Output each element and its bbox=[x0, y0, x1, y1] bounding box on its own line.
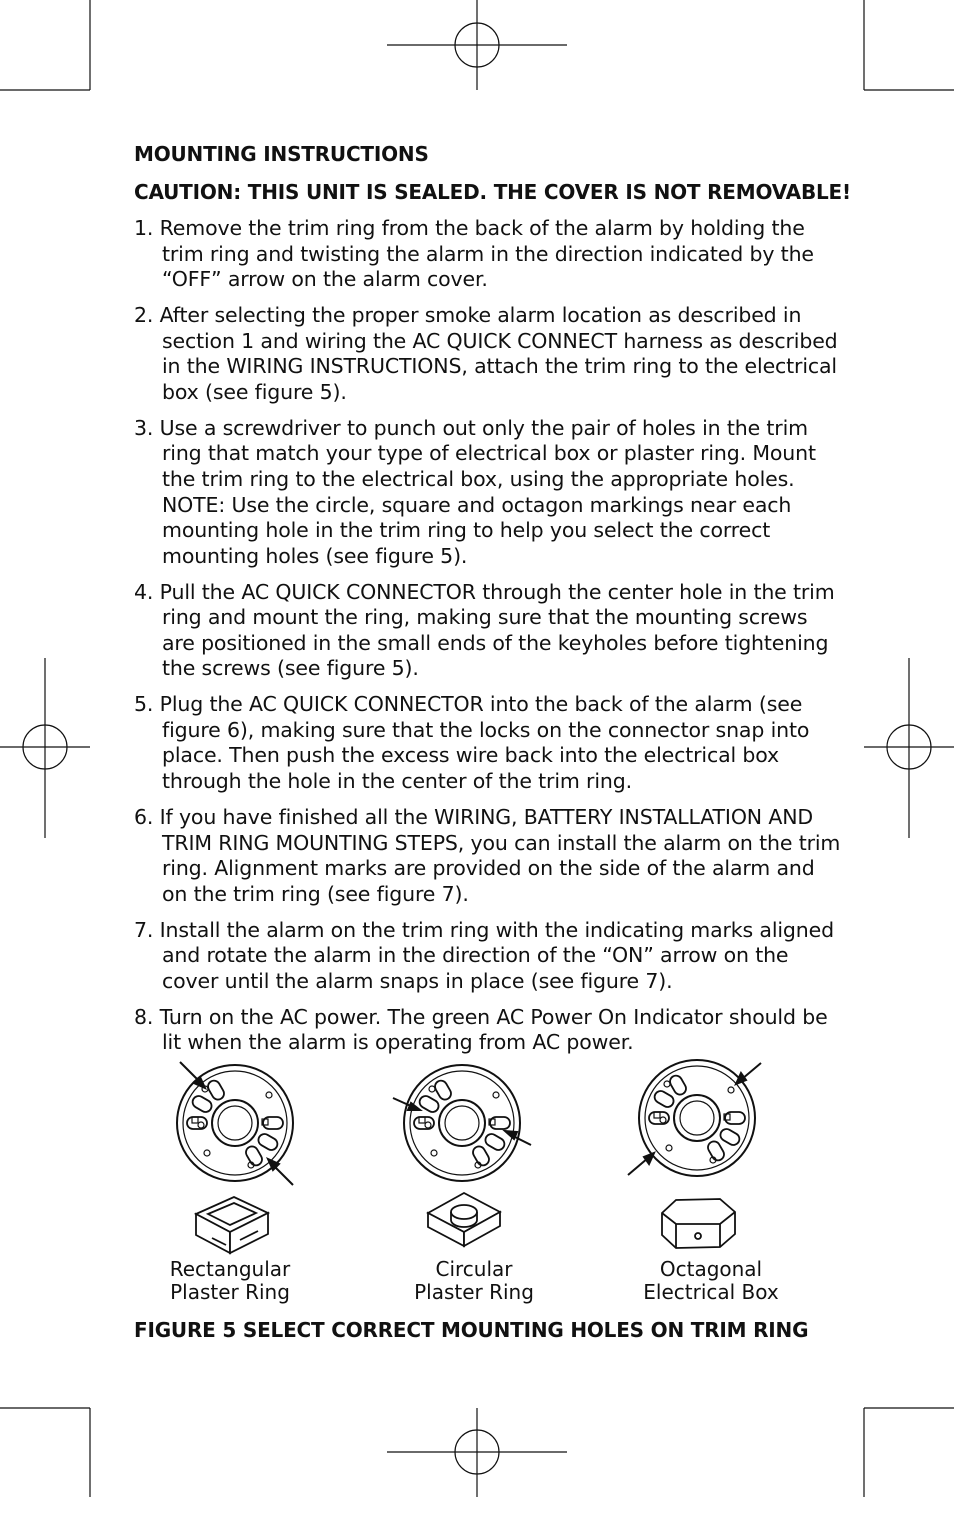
figure-label-line: Plaster Ring bbox=[414, 1280, 534, 1304]
instruction-step: 5. Plug the AC QUICK CONNECTOR into the back of the alarm (see figure 6), making sure that the locks on the connector snap into place. Then push the excess wire back into the electrical box through the hole in the center of the trim ring. bbox=[134, 692, 810, 794]
instruction-step: 8. Turn on the AC power. The green AC Power On Indicator should be lit when the alarm is operating from AC power. bbox=[134, 1004, 828, 1055]
figure-caption: FIGURE 5 SELECT CORRECT MOUNTING HOLES ON TRIM RING bbox=[134, 1318, 809, 1342]
instruction-step: 4. Pull the AC QUICK CONNECTOR through the center hole in the trim ring and mount the ring, making sure that the mounting screws are positioned in the small ends of the keyholes before tightening the screws (see figure 5). bbox=[134, 579, 835, 681]
figure-label-line: Circular bbox=[435, 1257, 513, 1281]
circular-box-icon bbox=[428, 1193, 500, 1246]
instruction-step: 2. After selecting the proper smoke alarm location as described in section 1 and wiring the AC QUICK CONNECT harness as described in the WIRING INSTRUCTIONS, attach the trim ring to the electrical box (see figure 5). bbox=[134, 303, 838, 404]
trim-ring-icon bbox=[404, 1065, 520, 1181]
figure-label-line: Rectangular bbox=[169, 1257, 291, 1281]
figure-label-rectangular bbox=[120, 1258, 340, 1304]
caution-heading: CAUTION: THIS UNIT IS SEALED. THE COVER IS NOT REMOVABLE! bbox=[134, 180, 851, 204]
figure-label-circular bbox=[364, 1258, 584, 1304]
figure-label-line: Octagonal bbox=[659, 1257, 763, 1281]
rectangular-box-icon bbox=[196, 1197, 268, 1253]
trim-ring-icon bbox=[639, 1060, 755, 1176]
figure-label-octagonal bbox=[601, 1258, 821, 1304]
figure-label-line: Plaster Ring bbox=[170, 1280, 290, 1304]
page-title: MOUNTING INSTRUCTIONS bbox=[134, 142, 429, 166]
registration-target-bottom bbox=[387, 1408, 567, 1497]
octagonal-box-icon bbox=[662, 1199, 735, 1248]
instruction-step: 3. Use a screwdriver to punch out only the pair of holes in the trim ring that match your type of electrical box or plaster ring. Mount the trim ring to the electrical box, using the appropriate holes. NOTE: Use the circle, square and octagon markings near each mounting hole in the trim ring to help you select the correct mounting holes (see figure 5). bbox=[134, 415, 816, 568]
instruction-step: 6. If you have finished all the WIRING, BATTERY INSTALLATION AND TRIM RING MOUNTING STEPS, you can install the alarm on the trim ring. Alignment marks are provided on the side of the alarm and on the trim ring (see figure 7). bbox=[134, 804, 841, 906]
figure-label-line: Electrical Box bbox=[643, 1280, 779, 1304]
instruction-step: 7. Install the alarm on the trim ring with the indicating marks aligned and rotate the alarm in the direction of the “ON” arrow on the cover until the alarm snaps in place (see figure 7). bbox=[134, 917, 834, 993]
instruction-step: 1. Remove the trim ring from the back of the alarm by holding the trim ring and twisting the alarm in the direction indicated by the “OFF” arrow on the alarm cover. bbox=[134, 216, 814, 292]
